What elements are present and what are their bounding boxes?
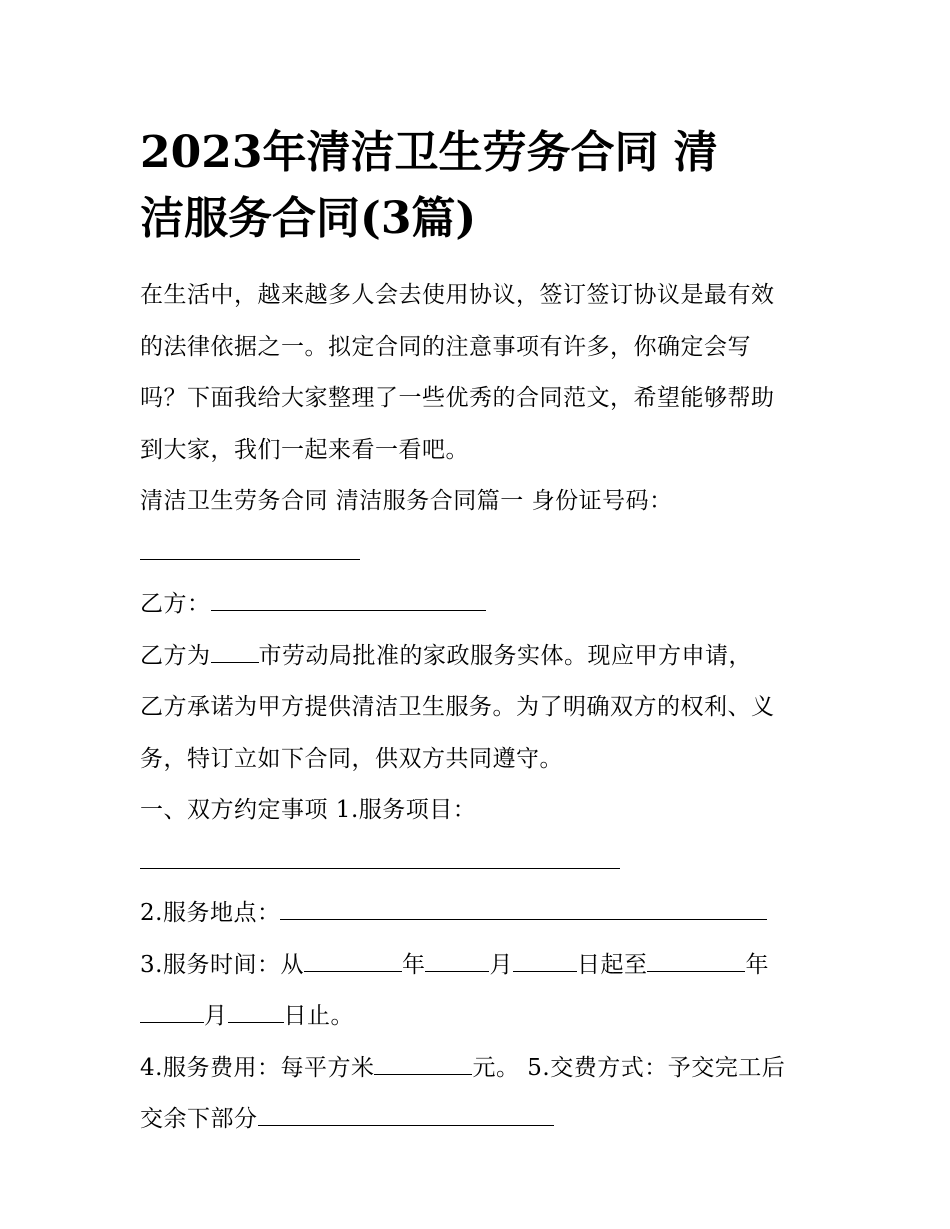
fee-amount-blank: [374, 1050, 472, 1075]
start-year-label: 年: [401, 951, 426, 978]
intro-paragraph: [140, 270, 820, 476]
party-b-para-b: 市劳动局批准的家政服务实体。现应甲方申请，: [258, 642, 752, 669]
service-items-blank: [140, 844, 620, 869]
document-title: [140, 120, 820, 252]
end-day-label: 日止。: [283, 1003, 354, 1029]
intro-line-1: 在生活中，越来越多人会去使用协议，签订签订协议是最有效: [140, 282, 775, 308]
section-heading: [140, 476, 820, 579]
party-b-para-line-3: 务，特订立如下合同，供双方共同遵守。: [140, 745, 563, 772]
title-line-1: 2023年清洁卫生劳务合同 清: [140, 127, 718, 178]
id-number-blank: [140, 535, 360, 560]
city-blank: [211, 638, 259, 663]
remaining-blank: [258, 1101, 554, 1126]
start-day-label: 日起至: [576, 951, 648, 978]
party-b-para-a: 乙方为: [140, 642, 211, 669]
service-time-paragraph: [140, 940, 820, 1043]
document-page: [140, 120, 820, 1146]
start-year-blank: [304, 947, 402, 972]
end-month-blank: [140, 998, 204, 1023]
title-line-2: 洁服务合同(3篇): [140, 193, 477, 244]
intro-line-3: 吗？下面我给大家整理了一些优秀的合同范文，希望能够帮助: [140, 385, 775, 411]
end-year-blank: [647, 947, 745, 972]
service-place-line: [140, 888, 820, 940]
service-time-from: 3.服务时间：从: [140, 951, 304, 978]
end-year-label: 年: [745, 951, 769, 978]
remaining-label: 交余下部分: [140, 1106, 258, 1132]
party-b-blank: [211, 586, 486, 611]
end-day-blank: [228, 998, 284, 1023]
items-heading: 一、双方约定事项 1.服务项目：: [140, 797, 477, 823]
service-place-label: 2.服务地点：: [140, 900, 281, 926]
party-b-paragraph: [140, 631, 820, 786]
start-month-label: 月: [489, 951, 513, 978]
service-place-blank: [280, 895, 767, 920]
items-heading-paragraph: [140, 785, 820, 888]
intro-line-4: 到大家，我们一起来看一看吧。: [140, 436, 469, 463]
start-month-blank: [425, 947, 489, 972]
party-b-label: 乙方：: [140, 591, 211, 617]
service-fee-a: 4.服务费用：每平方米: [140, 1054, 375, 1081]
party-b-para-line-2: 乙方承诺为甲方提供清洁卫生服务。为了明确双方的权利、义: [140, 694, 775, 720]
party-b-line: [140, 579, 820, 631]
service-fee-paragraph: [140, 1043, 820, 1146]
service-fee-b: 元。 5.交费方式：予交完工后: [472, 1054, 786, 1081]
end-month-label: 月: [204, 1003, 228, 1029]
section-heading-text: 清洁卫生劳务合同 清洁服务合同篇一 身份证号码：: [140, 488, 673, 514]
start-day-blank: [513, 947, 577, 972]
intro-line-2: 的法律依据之一。拟定合同的注意事项有许多，你确定会写: [140, 333, 751, 360]
